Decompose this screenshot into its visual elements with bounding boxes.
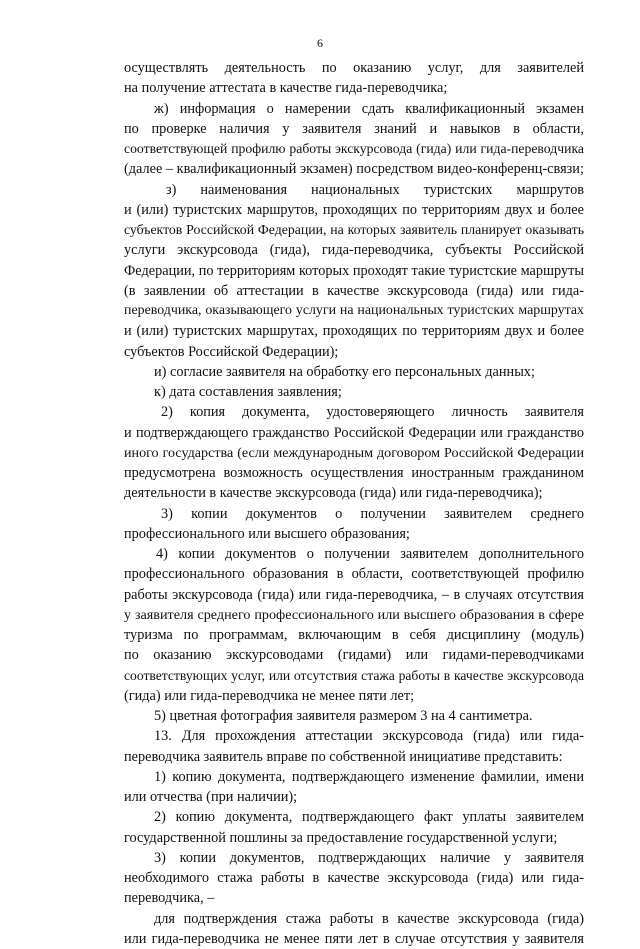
page-number: 6 [317,36,323,50]
text-line: к) дата составления заявления; [154,384,342,400]
text-line: туризма по программам, включающим в себя дисциплину (модуль) [124,627,584,643]
text-line: профессионального или высшего образования; [124,525,410,542]
text-line: (гида) или гида-переводчика не менее пяти лет; [124,687,415,704]
text-line: государственной пошлины за предоставление государственной услуги; [124,829,558,846]
text-line: 3) копии документов о получении заявителем среднего [161,505,584,522]
text-line: осуществлять деятельность по оказанию услуг, для заявителей [124,60,584,76]
text-line: 2) копия документа, удостоверяющего личность заявителя [161,404,584,421]
text-line: Федерации, по территориям которых проходят такие туристские маршруты [124,262,584,279]
text-line: субъектов Российской Федерации, на которых заявитель планирует оказывать [124,222,584,237]
text-line: необходимого стажа работы в качестве экскурсовода (гида) или гида- [124,870,584,886]
text-line: иного государства (если международным договором Российской Федерации [124,444,584,461]
text-line: 5) цветная фотография заявителя размером 3 на 4 сантиметра. [154,708,533,724]
text-line: деятельности в качестве экскурсовода (гида) или гида-переводчика); [124,485,543,502]
text-line: и (или) туристских маршрутов, проходящих по территориям двух и более [124,201,584,218]
text-line: 13. Для прохождения аттестации экскурсовода (гида) или гида- [154,728,584,745]
text-line: у заявителя среднего профессионального или высшего образования в сфере [124,606,584,623]
text-line: и) согласие заявителя на обработку его персональных данных; [154,363,535,380]
text-line: по проверке наличия у заявителя знаний и навыков в области, [124,120,584,137]
text-line: по оказанию экскурсоводами (гидами) или гидами-переводчиками [124,647,584,664]
text-line: предусмотрена возможность осуществления иностранным гражданином [124,465,584,481]
text-line: соответствующей профилю работы экскурсовода (гида) или гида-переводчика [124,141,584,156]
text-line: профессионального образования в области, соответствующей профилю [124,566,584,583]
text-line: переводчика заявитель вправе по собственной инициативе представить: [124,748,563,765]
text-line: 1) копию документа, подтверждающего изменение фамилии, имени [154,768,584,785]
text-line: и подтверждающего гражданство Российской Федерации или гражданство [124,424,584,441]
text-line: переводчика, – [124,890,215,907]
text-line: соответствующих услуг, или отсутствия стажа работы в качестве экскурсовода [124,667,584,683]
text-line: или отчества (при наличии); [124,789,298,805]
text-line: переводчика, оказывающего услуги на национальных туристских маршрутах [124,303,584,318]
document-body [124,58,584,949]
text-line: и (или) туристских маршрутах, проходящих по территориям двух и более [124,323,584,340]
text-line: или гида-переводчика не менее пяти лет в случае отсутствия у заявителя [124,930,584,947]
text-line: для подтверждения стажа работы в качестве экскурсовода (гида) [154,910,584,927]
text-line: субъектов Российской Федерации); [124,343,339,360]
text-line: работы экскурсовода (гида) или гида-переводчика, – в случаях отсутствия [124,586,584,603]
text-line: ж) информация о намерении сдать квалификационный экзамен [154,100,584,117]
text-line: услуги экскурсовода (гида), гида-переводчика, субъекты Российской [124,242,584,259]
text-line: 2) копию документа, подтверждающего факт уплаты заявителем [154,809,584,826]
text-line: 4) копии документов о получении заявителем дополнительного [156,546,584,562]
text-line: на получение аттестата в качестве гида-переводчика; [124,80,448,97]
text-line: 3) копии документов, подтверждающих наличие у заявителя [154,849,584,866]
text-line: з) наименования национальных туристских маршрутов [166,181,584,198]
text-line: (далее – квалификационный экзамен) посредством видео-конференц-связи; [124,161,584,178]
text-line: (в заявлении об аттестации в качестве экскурсовода (гида) или гида- [124,282,584,299]
